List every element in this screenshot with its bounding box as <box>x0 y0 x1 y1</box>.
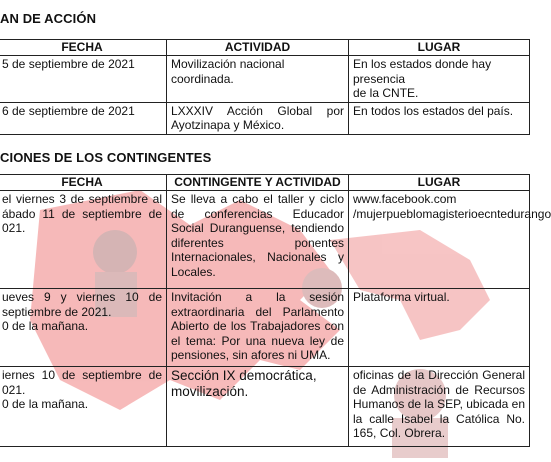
table-header-row <box>0 175 530 191</box>
cell-fecha: 5 de septiembre de 2021 <box>0 56 167 103</box>
column-header-lugar: LUGAR <box>349 40 530 56</box>
column-header-actividad: ACTIVIDAD <box>167 40 349 56</box>
cell-actividad: LXXXIV Acción Global por Ayotzinapa y México. <box>167 102 349 134</box>
acciones-contingentes-table <box>0 174 551 447</box>
table-row <box>0 102 530 134</box>
cell-lugar: En los estados donde hay presencia de la CNTE. <box>349 56 530 103</box>
cell-fecha: ueves 9 y viernes 10 de septiembre de 2021. 0 de la mañana. <box>0 289 167 367</box>
table-header-row <box>0 40 530 56</box>
cell-lugar: Plataforma virtual. <box>349 289 530 367</box>
column-header-fecha: FECHA <box>0 175 167 191</box>
cell-actividad: Sección IX democrática, movilización. <box>167 367 349 447</box>
cell-fecha: el viernes 3 de septiembre al ábado 11 de septiembre de 021. <box>0 191 167 289</box>
cell-actividad: Invitación a la sesión extraordinaria del Parlamento Abierto de los Trabajadores con el tema: Por una nueva ley de pensiones, sin afores ni UMA. <box>167 289 349 367</box>
cell-lugar: oficinas de la Dirección General de Administración de Recursos Humanos de la SEP, ubicada en la calle Isabel la Católica No. 165, Col. Obrera. <box>349 367 530 447</box>
plan-de-accion-table <box>0 39 530 135</box>
section-heading-acciones-contingentes: CIONES DE LOS CONTINGENTES <box>0 150 212 165</box>
cell-fecha: 6 de septiembre de 2021 <box>0 102 167 134</box>
cell-fecha: iernes 10 de septiembre de 021. 0 de la mañana. <box>0 367 167 447</box>
cell-actividad: Movilización nacional coordinada. <box>167 56 349 103</box>
cell-lugar: En todos los estados del país. <box>349 102 530 134</box>
table-row <box>0 56 530 103</box>
cell-actividad: Se lleva a cabo el taller y ciclo de conferencias Educador Social Duranguense, tendiendo diferentes ponentes Internacionales, Nacionales y Locales. <box>167 191 349 289</box>
table-row <box>0 289 530 367</box>
cell-lugar: www.facebook.com /mujerpueblomagisterioecntedurango <box>349 191 530 289</box>
table-row <box>0 191 530 289</box>
column-header-contingente-actividad: CONTINGENTE Y ACTIVIDAD <box>167 175 349 191</box>
column-header-lugar: LUGAR <box>349 175 530 191</box>
column-header-fecha: FECHA <box>0 40 167 56</box>
table-row <box>0 367 530 447</box>
section-heading-plan-de-accion: AN DE ACCIÓN <box>0 11 97 26</box>
